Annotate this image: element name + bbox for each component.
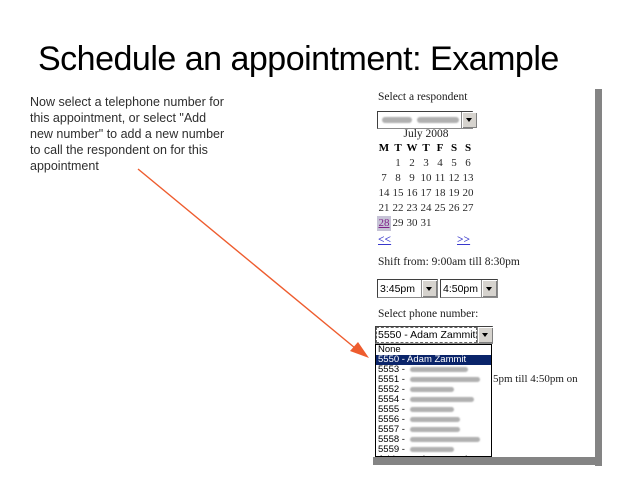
redacted-name bbox=[410, 407, 454, 412]
phone-option[interactable]: 5553 - bbox=[376, 365, 491, 375]
calendar-day[interactable]: 16 bbox=[406, 187, 418, 199]
phone-option[interactable]: 5558 - bbox=[376, 435, 491, 445]
calendar-day bbox=[377, 156, 391, 171]
respondent-label: Select a respondent bbox=[378, 91, 468, 103]
respondent-select[interactable] bbox=[377, 111, 473, 129]
phone-dropdown-list bbox=[375, 344, 492, 457]
redacted-name bbox=[410, 417, 460, 422]
redacted-name bbox=[410, 447, 454, 452]
chevron-down-icon[interactable] bbox=[481, 280, 497, 297]
calendar-day[interactable]: 23 bbox=[406, 202, 418, 214]
instruction-line: this appointment, or select "Add bbox=[30, 111, 207, 125]
calendar-day[interactable]: 11 bbox=[434, 172, 446, 184]
calendar-day[interactable]: 24 bbox=[420, 202, 432, 214]
calendar-day[interactable]: 17 bbox=[420, 187, 432, 199]
time-to-select[interactable] bbox=[440, 279, 498, 298]
page-title: Schedule an appointment: Example bbox=[38, 40, 559, 78]
calendar-week bbox=[377, 156, 475, 171]
instruction-line: appointment bbox=[30, 159, 99, 173]
phone-option[interactable]: 5555 - bbox=[376, 405, 491, 415]
calendar-next-link[interactable]: >> bbox=[457, 234, 471, 246]
calendar-day[interactable]: 31 bbox=[420, 217, 432, 229]
instruction-line: Now select a telephone number for bbox=[30, 95, 224, 109]
chevron-down-icon[interactable] bbox=[461, 112, 477, 128]
calendar-day[interactable]: 20 bbox=[462, 187, 474, 199]
calendar-week bbox=[377, 186, 475, 201]
calendar-week bbox=[377, 171, 475, 186]
phone-option[interactable]: 5559 - bbox=[376, 445, 491, 455]
phone-option[interactable]: 5552 - bbox=[376, 385, 491, 395]
instruction-line: to call the respondent on for this bbox=[30, 143, 208, 157]
calendar-day[interactable]: 14 bbox=[378, 187, 390, 199]
calendar-week bbox=[377, 216, 475, 231]
calendar-day[interactable]: 30 bbox=[406, 217, 418, 229]
calendar-day[interactable]: 26 bbox=[448, 202, 460, 214]
calendar-day[interactable]: 3 bbox=[423, 157, 429, 169]
respondent-value bbox=[378, 112, 461, 128]
redacted-name bbox=[417, 117, 459, 123]
calendar-day[interactable]: 1 bbox=[395, 157, 401, 169]
redacted-name bbox=[410, 387, 454, 392]
appointment-summary-partial: 5pm till 4:50pm on bbox=[493, 373, 578, 385]
day-header: M bbox=[378, 142, 390, 154]
calendar-month-title: July 2008 bbox=[403, 128, 449, 140]
redacted-name bbox=[410, 437, 480, 442]
phone-select-value: 5550 - Adam Zammit bbox=[378, 329, 476, 341]
phone-option[interactable]: 5554 - bbox=[376, 395, 491, 405]
calendar-day[interactable]: 10 bbox=[420, 172, 432, 184]
phone-option-selected[interactable]: 5550 - Adam Zammit bbox=[376, 355, 491, 365]
calendar-day[interactable]: 7 bbox=[381, 172, 387, 184]
chevron-down-icon[interactable] bbox=[421, 280, 437, 297]
day-header: F bbox=[436, 142, 444, 154]
calendar-day[interactable]: 25 bbox=[434, 202, 446, 214]
calendar-day[interactable]: 15 bbox=[392, 187, 404, 199]
phone-label: Select phone number: bbox=[378, 308, 479, 320]
calendar-day[interactable]: 12 bbox=[448, 172, 460, 184]
calendar-day[interactable]: 19 bbox=[448, 187, 460, 199]
instruction-line: new number" to add a new number bbox=[30, 127, 225, 141]
shift-label: Shift from: 9:00am till 8:30pm bbox=[378, 256, 520, 268]
calendar-day[interactable]: 4 bbox=[437, 157, 443, 169]
phone-option[interactable]: 5556 - bbox=[376, 415, 491, 425]
calendar-day bbox=[447, 216, 461, 231]
instruction-text bbox=[30, 94, 280, 174]
calendar bbox=[377, 141, 475, 231]
time-from-value: 3:45pm bbox=[380, 282, 416, 295]
day-header: S bbox=[450, 142, 458, 154]
calendar-day[interactable]: 21 bbox=[378, 202, 390, 214]
calendar-day[interactable]: 27 bbox=[462, 202, 474, 214]
day-header: W bbox=[406, 142, 418, 154]
calendar-day[interactable]: 13 bbox=[462, 172, 474, 184]
time-to-value: 4:50pm bbox=[443, 282, 479, 295]
arrow-line bbox=[138, 169, 355, 348]
calendar-day[interactable]: 29 bbox=[392, 217, 404, 229]
app-screenshot bbox=[373, 88, 609, 468]
calendar-day[interactable]: 8 bbox=[395, 172, 401, 184]
time-from-select[interactable] bbox=[377, 279, 438, 298]
calendar-day bbox=[461, 216, 475, 231]
calendar-day-headers bbox=[377, 141, 475, 156]
phone-select[interactable] bbox=[375, 326, 493, 344]
calendar-day[interactable]: 22 bbox=[392, 202, 404, 214]
arrow-head bbox=[350, 342, 369, 358]
chevron-down-icon[interactable] bbox=[477, 327, 493, 343]
day-header: T bbox=[394, 142, 402, 154]
calendar-day[interactable]: 5 bbox=[451, 157, 457, 169]
redacted-name bbox=[382, 117, 412, 123]
calendar-prev-link[interactable]: << bbox=[378, 234, 392, 246]
calendar-day[interactable]: 9 bbox=[409, 172, 415, 184]
day-header: T bbox=[422, 142, 430, 154]
phone-option-none[interactable]: None bbox=[378, 344, 401, 355]
calendar-day[interactable]: 2 bbox=[409, 157, 415, 169]
calendar-day[interactable]: 18 bbox=[434, 187, 446, 199]
calendar-day[interactable]: 6 bbox=[465, 157, 471, 169]
vertical-scrollbar[interactable] bbox=[595, 89, 602, 466]
phone-option[interactable]: 5557 - bbox=[376, 425, 491, 435]
redacted-name bbox=[410, 377, 480, 382]
redacted-name bbox=[410, 427, 460, 432]
day-header: S bbox=[464, 142, 472, 154]
calendar-day bbox=[433, 216, 447, 231]
calendar-week bbox=[377, 201, 475, 216]
calendar-day-selected[interactable]: 28 bbox=[378, 217, 390, 229]
redacted-name bbox=[410, 397, 474, 402]
horizontal-scrollbar[interactable] bbox=[373, 457, 602, 465]
phone-option[interactable]: 5551 - bbox=[376, 375, 491, 385]
redacted-name bbox=[410, 367, 468, 372]
